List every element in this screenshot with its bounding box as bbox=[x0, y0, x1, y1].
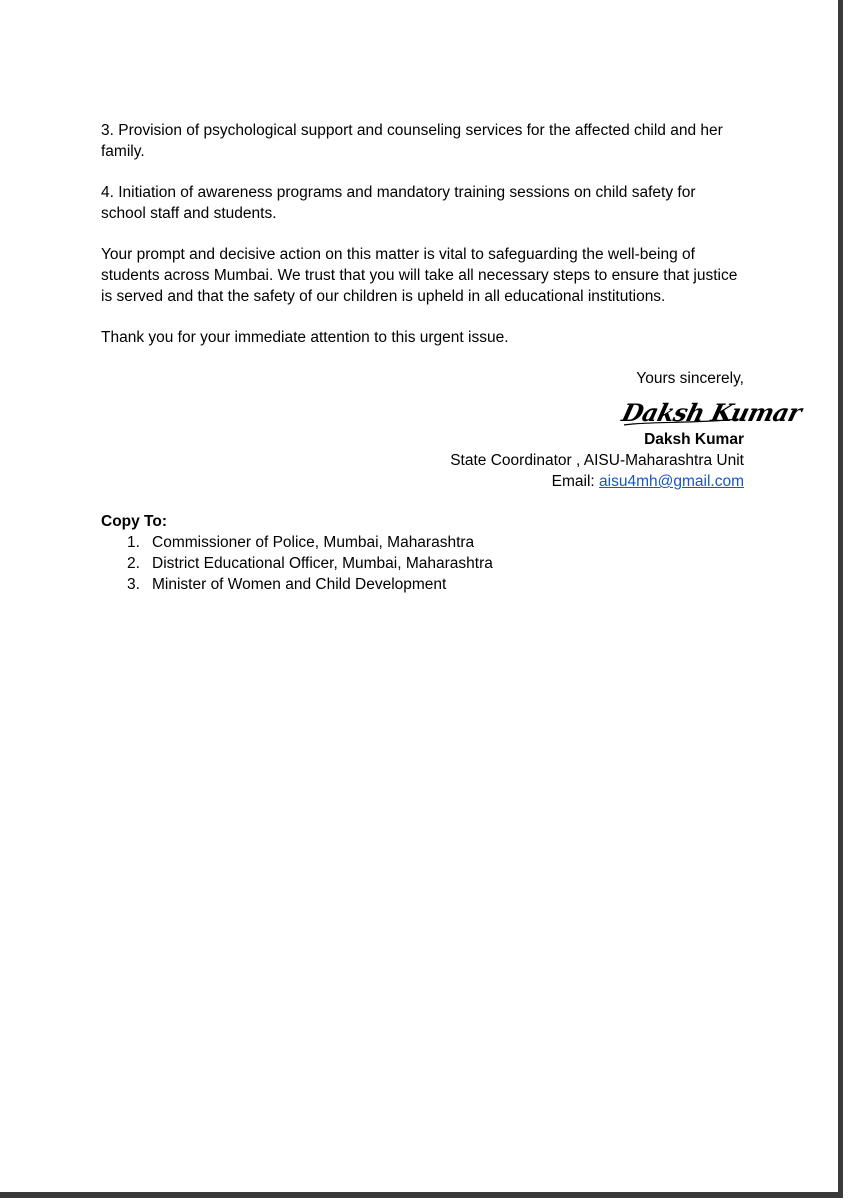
copy-to-title: Copy To: bbox=[101, 513, 168, 530]
email-label: Email: bbox=[551, 473, 600, 490]
paragraph-thank-you: Thank you for your immediate attention to this urgent issue. bbox=[101, 329, 509, 346]
copy-to-list bbox=[101, 532, 744, 595]
list-item-text: Commissioner of Police, Mumbai, Maharashtra bbox=[152, 534, 475, 551]
signature-block bbox=[101, 368, 805, 492]
list-item-number: 2. bbox=[127, 555, 140, 572]
list-item-number: 3. bbox=[127, 576, 140, 593]
signer-title: State Coordinator , AISU-Maharashtra Unit bbox=[450, 452, 744, 469]
handwritten-signature bbox=[101, 391, 805, 431]
list-item bbox=[101, 574, 744, 595]
list-item-number: 1. bbox=[127, 534, 140, 551]
list-item bbox=[101, 553, 744, 574]
paragraph-prompt-action: Your prompt and decisive action on this matter is vital to safeguarding the well-being of students across Mumbai. We trust that you will take all necessary steps to ensure that justice is served and that the safety of our children is upheld in all educational institutions. bbox=[101, 246, 738, 305]
paragraph-psychological-support: 3. Provision of psychological support and counseling services for the affected child and her family. bbox=[101, 122, 723, 160]
email-link[interactable]: aisu4mh@gmail.com bbox=[599, 473, 744, 490]
list-item-text: District Educational Officer, Mumbai, Maharashtra bbox=[152, 555, 493, 572]
letter-body bbox=[101, 120, 805, 595]
list-item bbox=[101, 532, 744, 553]
paragraph-awareness-programs: 4. Initiation of awareness programs and mandatory training sessions on child safety for school staff and students. bbox=[101, 184, 696, 222]
signer-email-line bbox=[101, 471, 744, 492]
list-item-text: Minister of Women and Child Development bbox=[152, 576, 447, 593]
svg-text:Daksh Kumar: Daksh Kumar bbox=[619, 398, 805, 427]
closing-text: Yours sincerely, bbox=[636, 370, 744, 387]
signer-name: Daksh Kumar bbox=[644, 431, 744, 448]
